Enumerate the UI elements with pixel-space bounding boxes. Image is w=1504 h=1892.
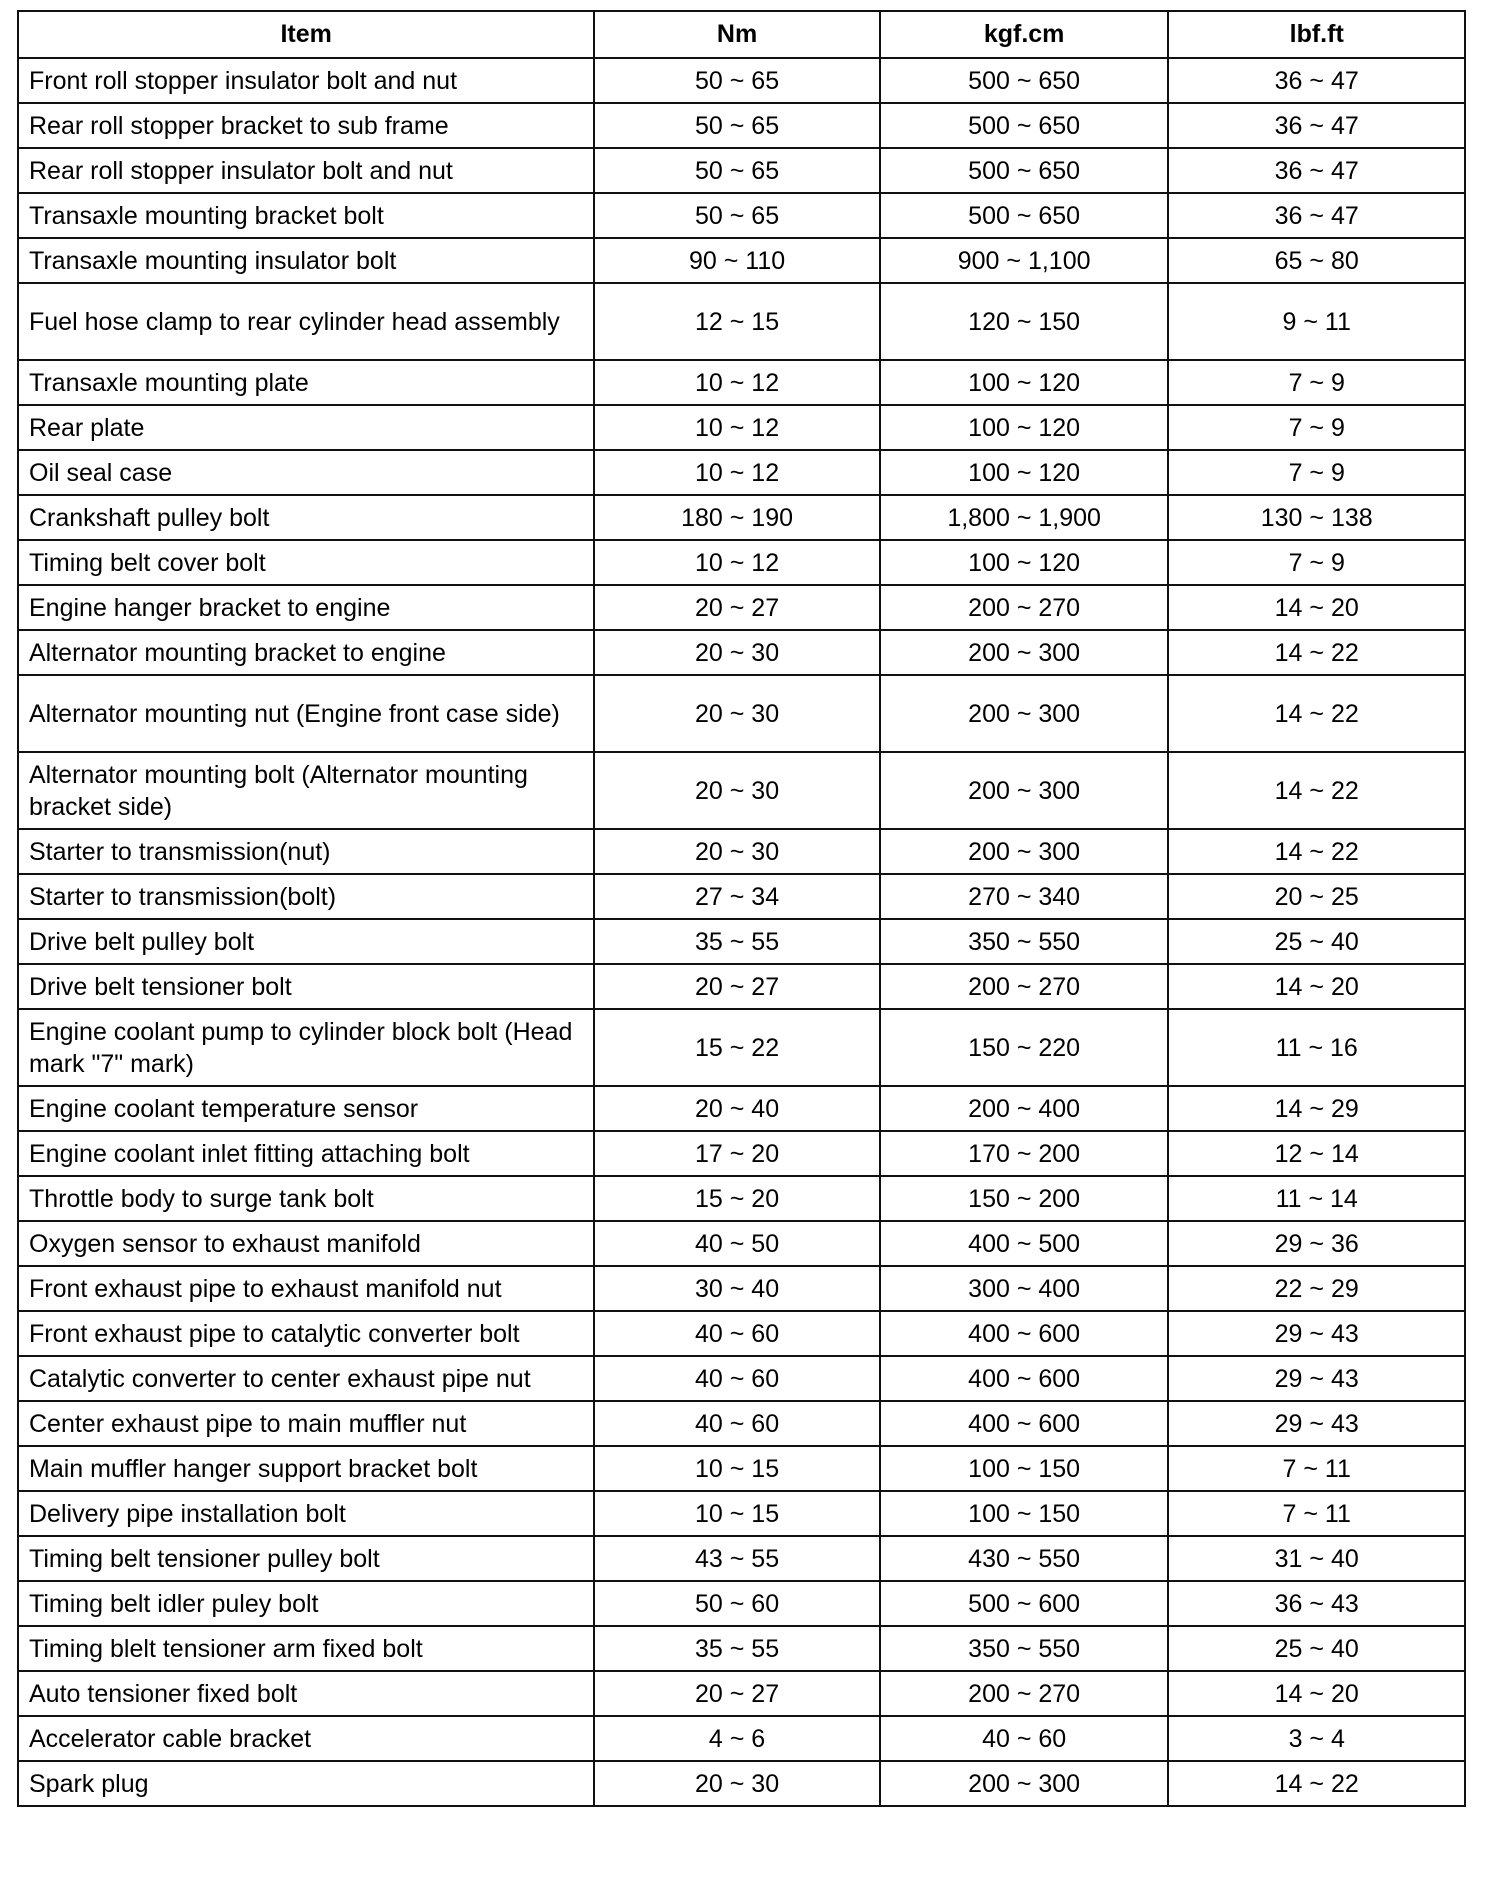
- lbf-ft-cell: 14 ~ 20: [1168, 964, 1465, 1009]
- nm-cell: 20 ~ 30: [594, 829, 880, 874]
- lbf-ft-cell: 7 ~ 11: [1168, 1446, 1465, 1491]
- table-row: [18, 1536, 1465, 1581]
- nm-cell: 50 ~ 65: [594, 103, 880, 148]
- kgf-cm-cell: 150 ~ 200: [880, 1176, 1169, 1221]
- nm-cell: 90 ~ 110: [594, 238, 880, 283]
- kgf-cm-cell: 200 ~ 300: [880, 630, 1169, 675]
- table-row: [18, 1626, 1465, 1671]
- lbf-ft-cell: 25 ~ 40: [1168, 919, 1465, 964]
- nm-cell: 50 ~ 65: [594, 58, 880, 103]
- table-row: [18, 829, 1465, 874]
- nm-cell: 35 ~ 55: [594, 919, 880, 964]
- kgf-cm-cell: 100 ~ 150: [880, 1491, 1169, 1536]
- nm-cell: 20 ~ 27: [594, 964, 880, 1009]
- lbf-ft-cell: 20 ~ 25: [1168, 874, 1465, 919]
- kgf-cm-cell: 100 ~ 120: [880, 360, 1169, 405]
- lbf-ft-cell: 36 ~ 47: [1168, 103, 1465, 148]
- item-cell: Timing belt tensioner pulley bolt: [18, 1536, 594, 1581]
- lbf-ft-cell: 7 ~ 9: [1168, 540, 1465, 585]
- item-cell: Transaxle mounting bracket bolt: [18, 193, 594, 238]
- kgf-cm-cell: 100 ~ 120: [880, 405, 1169, 450]
- nm-cell: 17 ~ 20: [594, 1131, 880, 1176]
- item-cell: Front exhaust pipe to exhaust manifold nut: [18, 1266, 594, 1311]
- nm-cell: 180 ~ 190: [594, 495, 880, 540]
- lbf-ft-cell: 25 ~ 40: [1168, 1626, 1465, 1671]
- item-cell: Engine hanger bracket to engine: [18, 585, 594, 630]
- kgf-cm-cell: 200 ~ 300: [880, 752, 1169, 829]
- kgf-cm-cell: 100 ~ 150: [880, 1446, 1169, 1491]
- kgf-cm-cell: 900 ~ 1,100: [880, 238, 1169, 283]
- lbf-ft-cell: 36 ~ 43: [1168, 1581, 1465, 1626]
- table-row: [18, 1491, 1465, 1536]
- nm-cell: 50 ~ 65: [594, 148, 880, 193]
- lbf-ft-cell: 29 ~ 43: [1168, 1356, 1465, 1401]
- table-row: [18, 283, 1465, 360]
- table-row: [18, 148, 1465, 193]
- header-item: Item: [18, 11, 594, 58]
- header-nm: Nm: [594, 11, 880, 58]
- item-cell: Front exhaust pipe to catalytic converter bolt: [18, 1311, 594, 1356]
- item-cell: Crankshaft pulley bolt: [18, 495, 594, 540]
- nm-cell: 20 ~ 30: [594, 1761, 880, 1806]
- item-cell: Delivery pipe installation bolt: [18, 1491, 594, 1536]
- lbf-ft-cell: 12 ~ 14: [1168, 1131, 1465, 1176]
- nm-cell: 20 ~ 30: [594, 675, 880, 752]
- nm-cell: 10 ~ 12: [594, 540, 880, 585]
- table-body: [18, 58, 1465, 1806]
- table-row: [18, 1761, 1465, 1806]
- item-cell: Main muffler hanger support bracket bolt: [18, 1446, 594, 1491]
- item-cell: Rear roll stopper insulator bolt and nut: [18, 148, 594, 193]
- lbf-ft-cell: 14 ~ 22: [1168, 675, 1465, 752]
- kgf-cm-cell: 500 ~ 650: [880, 148, 1169, 193]
- item-cell: Engine coolant temperature sensor: [18, 1086, 594, 1131]
- header-lbf-ft: lbf.ft: [1168, 11, 1465, 58]
- nm-cell: 50 ~ 65: [594, 193, 880, 238]
- kgf-cm-cell: 270 ~ 340: [880, 874, 1169, 919]
- table-row: [18, 1131, 1465, 1176]
- item-cell: Oil seal case: [18, 450, 594, 495]
- nm-cell: 12 ~ 15: [594, 283, 880, 360]
- item-cell: Starter to transmission(bolt): [18, 874, 594, 919]
- nm-cell: 20 ~ 30: [594, 752, 880, 829]
- table-row: [18, 1671, 1465, 1716]
- nm-cell: 40 ~ 60: [594, 1401, 880, 1446]
- lbf-ft-cell: 14 ~ 20: [1168, 1671, 1465, 1716]
- nm-cell: 15 ~ 22: [594, 1009, 880, 1086]
- nm-cell: 40 ~ 60: [594, 1356, 880, 1401]
- table-row: [18, 360, 1465, 405]
- lbf-ft-cell: 7 ~ 9: [1168, 405, 1465, 450]
- item-cell: Rear roll stopper bracket to sub frame: [18, 103, 594, 148]
- lbf-ft-cell: 7 ~ 9: [1168, 450, 1465, 495]
- lbf-ft-cell: 14 ~ 22: [1168, 1761, 1465, 1806]
- kgf-cm-cell: 120 ~ 150: [880, 283, 1169, 360]
- item-cell: Engine coolant pump to cylinder block bolt (Head mark "7" mark): [18, 1009, 594, 1086]
- nm-cell: 20 ~ 27: [594, 585, 880, 630]
- lbf-ft-cell: 7 ~ 9: [1168, 360, 1465, 405]
- lbf-ft-cell: 14 ~ 22: [1168, 829, 1465, 874]
- item-cell: Alternator mounting nut (Engine front case side): [18, 675, 594, 752]
- table-row: [18, 1311, 1465, 1356]
- table-row: [18, 964, 1465, 1009]
- lbf-ft-cell: 29 ~ 43: [1168, 1311, 1465, 1356]
- nm-cell: 40 ~ 60: [594, 1311, 880, 1356]
- table-row: [18, 1356, 1465, 1401]
- kgf-cm-cell: 400 ~ 600: [880, 1311, 1169, 1356]
- table-row: [18, 675, 1465, 752]
- kgf-cm-cell: 430 ~ 550: [880, 1536, 1169, 1581]
- lbf-ft-cell: 11 ~ 14: [1168, 1176, 1465, 1221]
- kgf-cm-cell: 400 ~ 600: [880, 1401, 1169, 1446]
- lbf-ft-cell: 29 ~ 36: [1168, 1221, 1465, 1266]
- nm-cell: 10 ~ 15: [594, 1491, 880, 1536]
- kgf-cm-cell: 200 ~ 270: [880, 1671, 1169, 1716]
- table-row: [18, 1446, 1465, 1491]
- item-cell: Rear plate: [18, 405, 594, 450]
- item-cell: Throttle body to surge tank bolt: [18, 1176, 594, 1221]
- nm-cell: 40 ~ 50: [594, 1221, 880, 1266]
- header-kgf-cm: kgf.cm: [880, 11, 1169, 58]
- lbf-ft-cell: 29 ~ 43: [1168, 1401, 1465, 1446]
- table-row: [18, 1009, 1465, 1086]
- item-cell: Drive belt tensioner bolt: [18, 964, 594, 1009]
- item-cell: Timing belt cover bolt: [18, 540, 594, 585]
- nm-cell: 27 ~ 34: [594, 874, 880, 919]
- table-row: [18, 450, 1465, 495]
- nm-cell: 10 ~ 12: [594, 450, 880, 495]
- kgf-cm-cell: 400 ~ 600: [880, 1356, 1169, 1401]
- nm-cell: 50 ~ 60: [594, 1581, 880, 1626]
- kgf-cm-cell: 400 ~ 500: [880, 1221, 1169, 1266]
- table-row: [18, 1086, 1465, 1131]
- table-row: [18, 1401, 1465, 1446]
- table-row: [18, 1716, 1465, 1761]
- item-cell: Timing blelt tensioner arm fixed bolt: [18, 1626, 594, 1671]
- lbf-ft-cell: 22 ~ 29: [1168, 1266, 1465, 1311]
- nm-cell: 20 ~ 40: [594, 1086, 880, 1131]
- table-row: [18, 874, 1465, 919]
- item-cell: Drive belt pulley bolt: [18, 919, 594, 964]
- nm-cell: 4 ~ 6: [594, 1716, 880, 1761]
- lbf-ft-cell: 11 ~ 16: [1168, 1009, 1465, 1086]
- table-row: [18, 405, 1465, 450]
- item-cell: Spark plug: [18, 1761, 594, 1806]
- kgf-cm-cell: 170 ~ 200: [880, 1131, 1169, 1176]
- table-row: [18, 1176, 1465, 1221]
- nm-cell: 43 ~ 55: [594, 1536, 880, 1581]
- table-row: [18, 238, 1465, 283]
- table-row: [18, 585, 1465, 630]
- kgf-cm-cell: 200 ~ 300: [880, 829, 1169, 874]
- lbf-ft-cell: 9 ~ 11: [1168, 283, 1465, 360]
- kgf-cm-cell: 200 ~ 300: [880, 675, 1169, 752]
- item-cell: Alternator mounting bolt (Alternator mounting bracket side): [18, 752, 594, 829]
- table-row: [18, 540, 1465, 585]
- lbf-ft-cell: 7 ~ 11: [1168, 1491, 1465, 1536]
- kgf-cm-cell: 150 ~ 220: [880, 1009, 1169, 1086]
- kgf-cm-cell: 100 ~ 120: [880, 450, 1169, 495]
- lbf-ft-cell: 3 ~ 4: [1168, 1716, 1465, 1761]
- nm-cell: 10 ~ 15: [594, 1446, 880, 1491]
- item-cell: Catalytic converter to center exhaust pipe nut: [18, 1356, 594, 1401]
- kgf-cm-cell: 200 ~ 300: [880, 1761, 1169, 1806]
- lbf-ft-cell: 14 ~ 29: [1168, 1086, 1465, 1131]
- table-row: [18, 58, 1465, 103]
- kgf-cm-cell: 500 ~ 650: [880, 58, 1169, 103]
- item-cell: Transaxle mounting plate: [18, 360, 594, 405]
- table-row: [18, 919, 1465, 964]
- kgf-cm-cell: 500 ~ 650: [880, 193, 1169, 238]
- table-row: [18, 752, 1465, 829]
- table-row: [18, 495, 1465, 540]
- nm-cell: 10 ~ 12: [594, 360, 880, 405]
- item-cell: Auto tensioner fixed bolt: [18, 1671, 594, 1716]
- lbf-ft-cell: 36 ~ 47: [1168, 148, 1465, 193]
- item-cell: Starter to transmission(nut): [18, 829, 594, 874]
- nm-cell: 20 ~ 30: [594, 630, 880, 675]
- item-cell: Front roll stopper insulator bolt and nut: [18, 58, 594, 103]
- table-row: [18, 1266, 1465, 1311]
- item-cell: Center exhaust pipe to main muffler nut: [18, 1401, 594, 1446]
- table-row: [18, 1581, 1465, 1626]
- item-cell: Accelerator cable bracket: [18, 1716, 594, 1761]
- kgf-cm-cell: 300 ~ 400: [880, 1266, 1169, 1311]
- table-row: [18, 193, 1465, 238]
- lbf-ft-cell: 36 ~ 47: [1168, 193, 1465, 238]
- kgf-cm-cell: 100 ~ 120: [880, 540, 1169, 585]
- lbf-ft-cell: 130 ~ 138: [1168, 495, 1465, 540]
- kgf-cm-cell: 200 ~ 400: [880, 1086, 1169, 1131]
- table-row: [18, 630, 1465, 675]
- item-cell: Oxygen sensor to exhaust manifold: [18, 1221, 594, 1266]
- kgf-cm-cell: 500 ~ 650: [880, 103, 1169, 148]
- header-row: [18, 11, 1465, 58]
- table-row: [18, 1221, 1465, 1266]
- nm-cell: 35 ~ 55: [594, 1626, 880, 1671]
- item-cell: Engine coolant inlet fitting attaching bolt: [18, 1131, 594, 1176]
- item-cell: Alternator mounting bracket to engine: [18, 630, 594, 675]
- kgf-cm-cell: 350 ~ 550: [880, 1626, 1169, 1671]
- lbf-ft-cell: 65 ~ 80: [1168, 238, 1465, 283]
- kgf-cm-cell: 1,800 ~ 1,900: [880, 495, 1169, 540]
- kgf-cm-cell: 40 ~ 60: [880, 1716, 1169, 1761]
- nm-cell: 10 ~ 12: [594, 405, 880, 450]
- kgf-cm-cell: 350 ~ 550: [880, 919, 1169, 964]
- kgf-cm-cell: 500 ~ 600: [880, 1581, 1169, 1626]
- table-header: [18, 11, 1465, 58]
- nm-cell: 30 ~ 40: [594, 1266, 880, 1311]
- lbf-ft-cell: 31 ~ 40: [1168, 1536, 1465, 1581]
- nm-cell: 15 ~ 20: [594, 1176, 880, 1221]
- item-cell: Fuel hose clamp to rear cylinder head assembly: [18, 283, 594, 360]
- kgf-cm-cell: 200 ~ 270: [880, 964, 1169, 1009]
- item-cell: Timing belt idler puley bolt: [18, 1581, 594, 1626]
- table-row: [18, 103, 1465, 148]
- torque-spec-table: [17, 10, 1466, 1807]
- nm-cell: 20 ~ 27: [594, 1671, 880, 1716]
- item-cell: Transaxle mounting insulator bolt: [18, 238, 594, 283]
- lbf-ft-cell: 14 ~ 22: [1168, 752, 1465, 829]
- lbf-ft-cell: 36 ~ 47: [1168, 58, 1465, 103]
- kgf-cm-cell: 200 ~ 270: [880, 585, 1169, 630]
- lbf-ft-cell: 14 ~ 20: [1168, 585, 1465, 630]
- lbf-ft-cell: 14 ~ 22: [1168, 630, 1465, 675]
